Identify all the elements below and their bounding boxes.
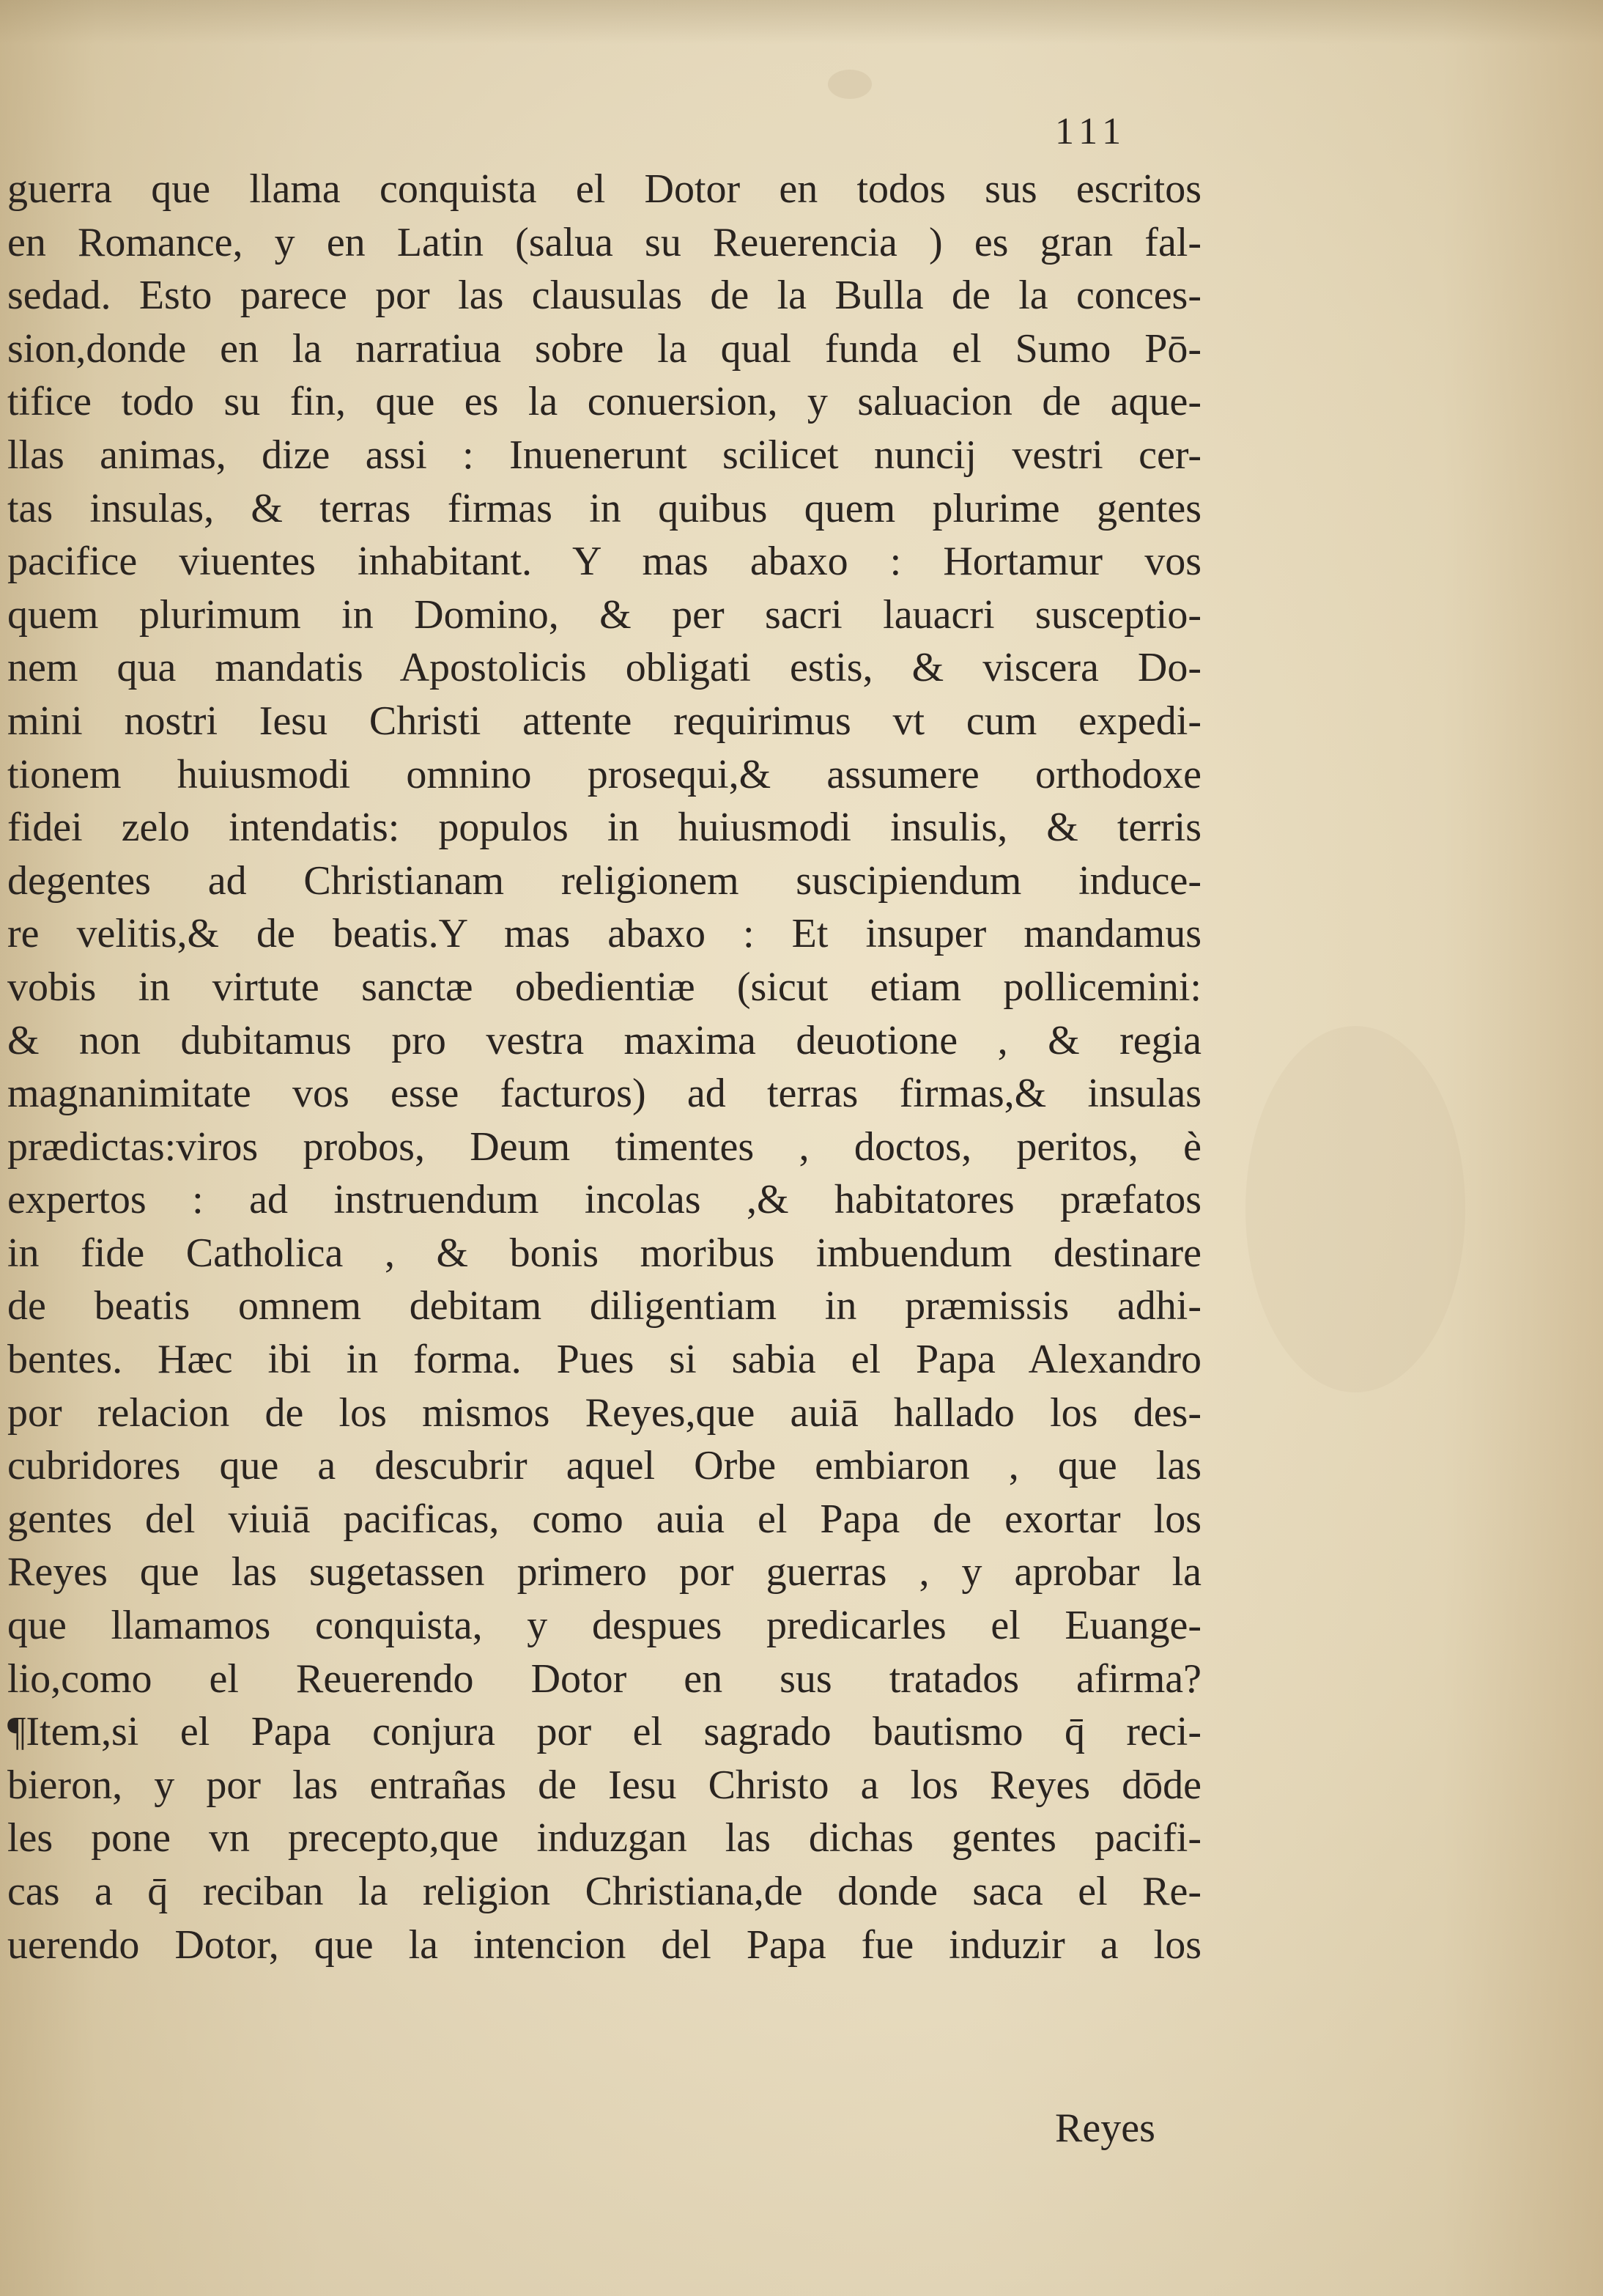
- text-line: cas a q̄ reciban la religion Christiana,de donde saca el Re-: [7, 1869, 1202, 1914]
- text-line: les pone vn precepto,que induzgan las dichas gentes pacifi-: [7, 1815, 1202, 1861]
- text-line: pacifice viuentes inhabitant. Y mas abaxo : Hortamur vos: [7, 539, 1202, 585]
- text-line: por relacion de los mismos Reyes,que auiā hallado los des-: [7, 1389, 1202, 1436]
- page-number: 111: [1055, 111, 1128, 152]
- text-line: tifice todo su fin, que es la conuersion, y saluacion de aque-: [7, 379, 1202, 425]
- text-line: tas insulas, & terras firmas in quibus quem plurime gentes: [7, 485, 1202, 531]
- text-line: de beatis omnem debitam diligentiam in præmissis adhi-: [7, 1283, 1202, 1329]
- text-line: sedad. Esto parece por las clausulas de la Bulla de la conces-: [7, 273, 1202, 319]
- text-line: re velitis,& de beatis.Y mas abaxo : Et insuper mandamus: [7, 911, 1202, 957]
- text-line: quem plurimum in Domino, & per sacri lauacri susceptio-: [7, 591, 1202, 638]
- text-line: fidei zelo intendatis: populos in huiusmodi insulis, & terris: [7, 805, 1202, 851]
- paper-stain: [1245, 1026, 1465, 1392]
- text-line: llas animas, dize assi : Inuenerunt scilicet nuncij vestri cer-: [7, 432, 1202, 478]
- text-line: ¶Item,si el Papa conjura por el sagrado bautismo q̄ reci-: [7, 1709, 1202, 1755]
- text-line: & non dubitamus pro vestra maxima deuotione , & regia: [7, 1017, 1202, 1063]
- text-line: gentes del viuiā pacificas, como auia el Papa de exortar los: [7, 1496, 1202, 1542]
- text-line: in fide Catholica , & bonis moribus imbuendum destinare: [7, 1230, 1202, 1276]
- text-line: expertos : ad instruendum incolas ,& habitatores præfatos: [7, 1177, 1202, 1223]
- text-line: sion,donde en la narratiua sobre la qual funda el Sumo Pō-: [7, 325, 1202, 372]
- text-line: cubridores que a descubrir aquel Orbe embiaron , que las: [7, 1443, 1202, 1489]
- text-line: prædictas:viros probos, Deum timentes , doctos, peritos, è: [7, 1123, 1202, 1170]
- text-line: guerra que llama conquista el Dotor en todos sus escritos: [7, 166, 1202, 212]
- paper-stain: [828, 70, 872, 99]
- text-line: bieron, y por las entrañas de Iesu Christo a los Reyes dōde: [7, 1762, 1202, 1808]
- text-line: nem qua mandatis Apostolicis obligati estis, & viscera Do-: [7, 645, 1202, 691]
- text-line: lio,como el Reuerendo Dotor en sus tratados afirma?: [7, 1655, 1202, 1702]
- text-line: degentes ad Christianam religionem suscipiendum induce-: [7, 857, 1202, 904]
- page-top-shadow: [0, 0, 1603, 44]
- text-block: [7, 163, 1202, 1971]
- text-line: Reyes que las sugetassen primero por guerras , y aprobar la: [7, 1549, 1202, 1595]
- text-line: bentes. Hæc ibi in forma. Pues si sabia el Papa Alexandro: [7, 1337, 1202, 1383]
- text-line: en Romance, y en Latin (salua su Reuerencia ) es gran fal-: [7, 219, 1202, 265]
- text-line: tionem huiusmodi omnino prosequi,& assumere orthodoxe: [7, 751, 1202, 797]
- text-line: vobis in virtute sanctæ obedientiæ (sicut etiam pollicemini:: [7, 964, 1202, 1010]
- text-line: mini nostri Iesu Christi attente requirimus vt cum expedi-: [7, 698, 1202, 744]
- text-line: que llamamos conquista, y despues predicarles el Euange-: [7, 1603, 1202, 1649]
- catchword: Reyes: [1055, 2105, 1155, 2151]
- text-line: magnanimitate vos esse facturos) ad terras firmas,& insulas: [7, 1071, 1202, 1117]
- text-line: uerendo Dotor, que la intencion del Papa fue induzir a los: [7, 1922, 1202, 1968]
